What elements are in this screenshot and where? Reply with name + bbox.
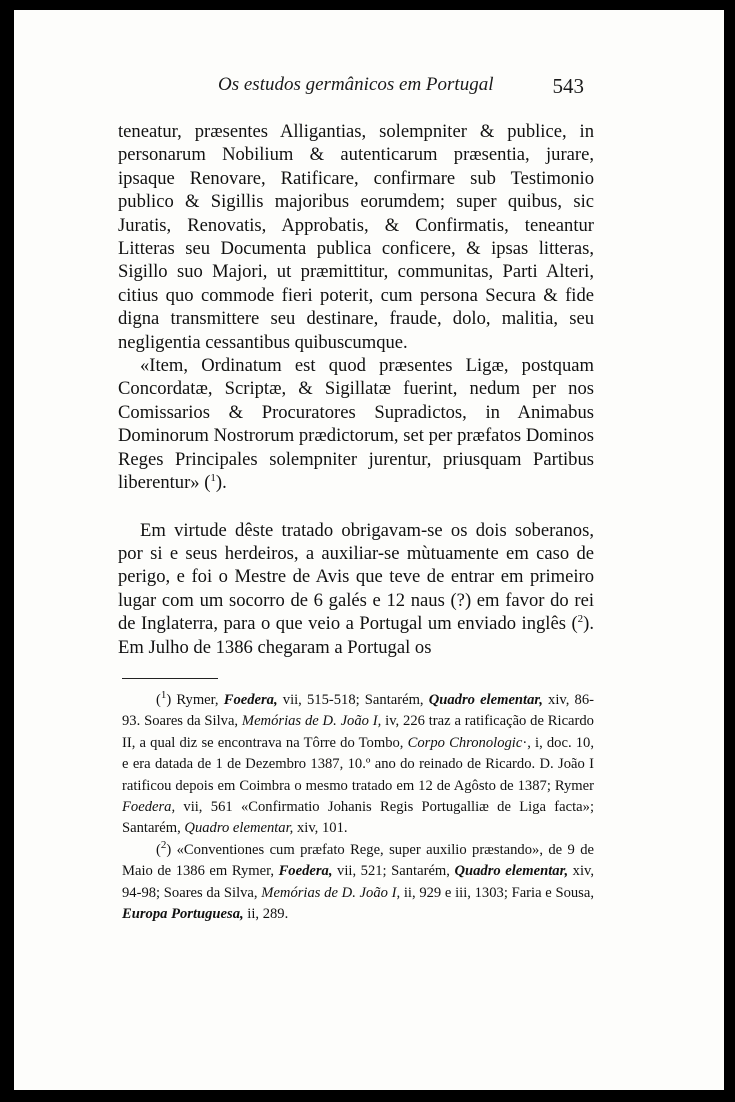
footnote-1-title: Memórias de D. João I, [241, 713, 382, 730]
footnote-2-title: Quadro elementar, [454, 863, 569, 880]
footnote-1-title: Quadro elementar, [184, 820, 294, 837]
footnote-1-text: vii, 515-518; Santarém, [277, 692, 429, 708]
footnote-2-text: vii, 521; Santarém, [332, 863, 455, 880]
footnote-1-text: ) Rymer, [166, 692, 224, 708]
page-number: 543 [552, 74, 584, 98]
latin-paragraph-1: teneatur, præsentes Alligantias, solempniter & publice, in personarum Nobilium & autenticarum præsentia, jurare, ipsaque Renovare, Ratificare, confirmare sub Testimonio publico & Sigillis majoribus eorumdem; super quibus, sic Juratis, Renovatis, Approbatis, & Confirmatis, teneantur Litteras seu Documenta publica conficere, & ipsas litteras, Sigillo suo Majori, ut præmittitur, communitas, Parti Alteri, citius quo commode fieri poterit, cum persona Secura & fide digna transmittere seu destinare, fraude, dolo, malitia, seu negligentia cessantibus quibuscumque. [118, 121, 594, 353]
footnote-1-text: iv, 226 traz a ratificação de Ricardo II, a qual diz se encontrava na Tôrre do Tombo, [122, 713, 594, 751]
footnote-1-text: xiv, 86-93. Soares da Silva, [122, 692, 595, 730]
footnote-2-title: Foedera, [278, 863, 333, 880]
footnote-1-title: Foedera, [223, 692, 278, 708]
footnote-2-title: Europa Portuguesa, [122, 906, 244, 923]
footnote-2-text: xiv, 94-98; Soares da Silva, [122, 863, 594, 901]
portuguese-paragraph-text: Em virtude dêste tratado obrigavam-se os dois soberanos, por si e seus herdeiros, a auxiliar-se mùtuamente em caso de perigo, e foi o Mestre de Avis que teve de entrar em primeiro lugar com um socorro de 6 galés e 12 naus (?) em favor do rei de Inglaterra, para o que veio a Portugal um enviado inglês [118, 519, 594, 635]
footnote-1-title: Corpo Chronologic [407, 734, 523, 751]
footnotes [122, 690, 594, 925]
book-page [14, 10, 724, 1090]
main-text [118, 120, 594, 659]
footnote-divider [122, 678, 218, 679]
footnote-ref-2: 2 [577, 612, 584, 625]
footnote-2-number: 2 [160, 838, 167, 851]
footnote-1: ($^1$) Rymer, Foedera, vii, 515-518; Santarém, Quadro elementar, xiv, 86-93. Soares da Silva, Memórias de D. João I, iv, 226 traz a ratificação de Ricardo II, a qual diz se encontrava na Tôrre do Tombo, Corpo Chronologic·, i, doc. 10, e era datada de 1 de Dezembro 1387, 10.º ano do reinado de Ricardo. D. João I ratificou depois em Coimbra o mesmo tratado em 12 de Agôsto de 1387; Rymer Foedera, vii, 561 «Confirmatio Johanis Regis Portugalliæ de Liga facta»; Santarém, Quadro elementar, xiv, 101. [122, 689, 595, 837]
latin-paragraph-2: «Item, Ordinatum est quod præsentes Ligæ, postquam Concordatæ, Scriptæ, & Sigillatæ fuerint, nedum per nos Comissarios & Procuratores Supradictos, in Animabus Dominorum Nostrorum prædictorum, set per præfatos Dominos Reges Principales solempniter jurentur, priusquam Partibus liberentur» ($^1$). [118, 355, 594, 494]
footnote-2: ($^2$) «Conventiones cum præfato Rege, super auxilio præstando», de 9 de Maio de 1386 em Rymer, Foedera, vii, 521; Santarém, Quadro elementar, xiv, 94-98; Soares da Silva, Memórias de D. João I, ii, 929 e iii, 1303; Faria e Sousa, Europa Portuguesa, ii, 289. [122, 838, 594, 923]
footnote-1-number: 1 [160, 689, 167, 702]
footnote-ref-1: 1 [210, 471, 216, 484]
footnote-2-title: Memórias de D. João I, [261, 884, 401, 901]
footnote-2-text: ii, 289. [243, 906, 289, 923]
footnote-1-text: xiv, 101. [293, 820, 348, 837]
footnote-1-title: Foedera, [122, 799, 176, 816]
portuguese-paragraph-tail: ). Em Julho de 1386 chegaram a Portugal os [118, 613, 594, 658]
footnote-1-text: vii, 561 «Confirmatio Johanis Regis Portugalliæ de Liga facta»; Santarém, [122, 799, 594, 837]
footnote-1-text: ·, i, doc. 10, e era datada de 1 de Dezembro 1387, 10.º ano do reinado de Ricardo. D. João I ratificou depois em Coimbra o mesmo tratado em 12 de Agôsto de 1387; Rymer [122, 734, 594, 794]
latin-paragraph-2-end: ). [215, 472, 227, 494]
running-title: Os estudos germânicos em Portugal [218, 74, 494, 95]
latin-paragraph-2-text: «Item, Ordinatum est quod præsentes Ligæ, postquam Concordatæ, Scriptæ, & Sigillatæ fuerint, nedum per nos Comissarios & Procuratores Supradictos, in Animabus Dominorum Nostrorum prædictorum, set per præfatos Dominos Reges Principales solempniter jurentur, priusquam Partibus liberentur» [118, 355, 594, 494]
footnote-2-text: ii, 929 e iii, 1303; Faria e Sousa, [400, 884, 594, 901]
footnote-1-title: Quadro elementar, [428, 692, 543, 708]
portuguese-paragraph: Em virtude dêste tratado obrigavam-se os dois soberanos, por si e seus herdeiros, a auxiliar-se mùtuamente em caso de perigo, e foi o Mestre de Avis que teve de entrar em primeiro lugar com um socorro de 6 galés e 12 naus (?) em favor do rei de Inglaterra, para o que veio a Portugal um enviado inglês ($^2$). Em Julho de 1386 chegaram a Portugal os [118, 519, 594, 658]
footnote-2-text: ) «Conventiones cum præfato Rege, super auxilio præstando», de 9 de Maio de 1386 em Rymer, [122, 841, 594, 880]
page-header [118, 74, 598, 104]
